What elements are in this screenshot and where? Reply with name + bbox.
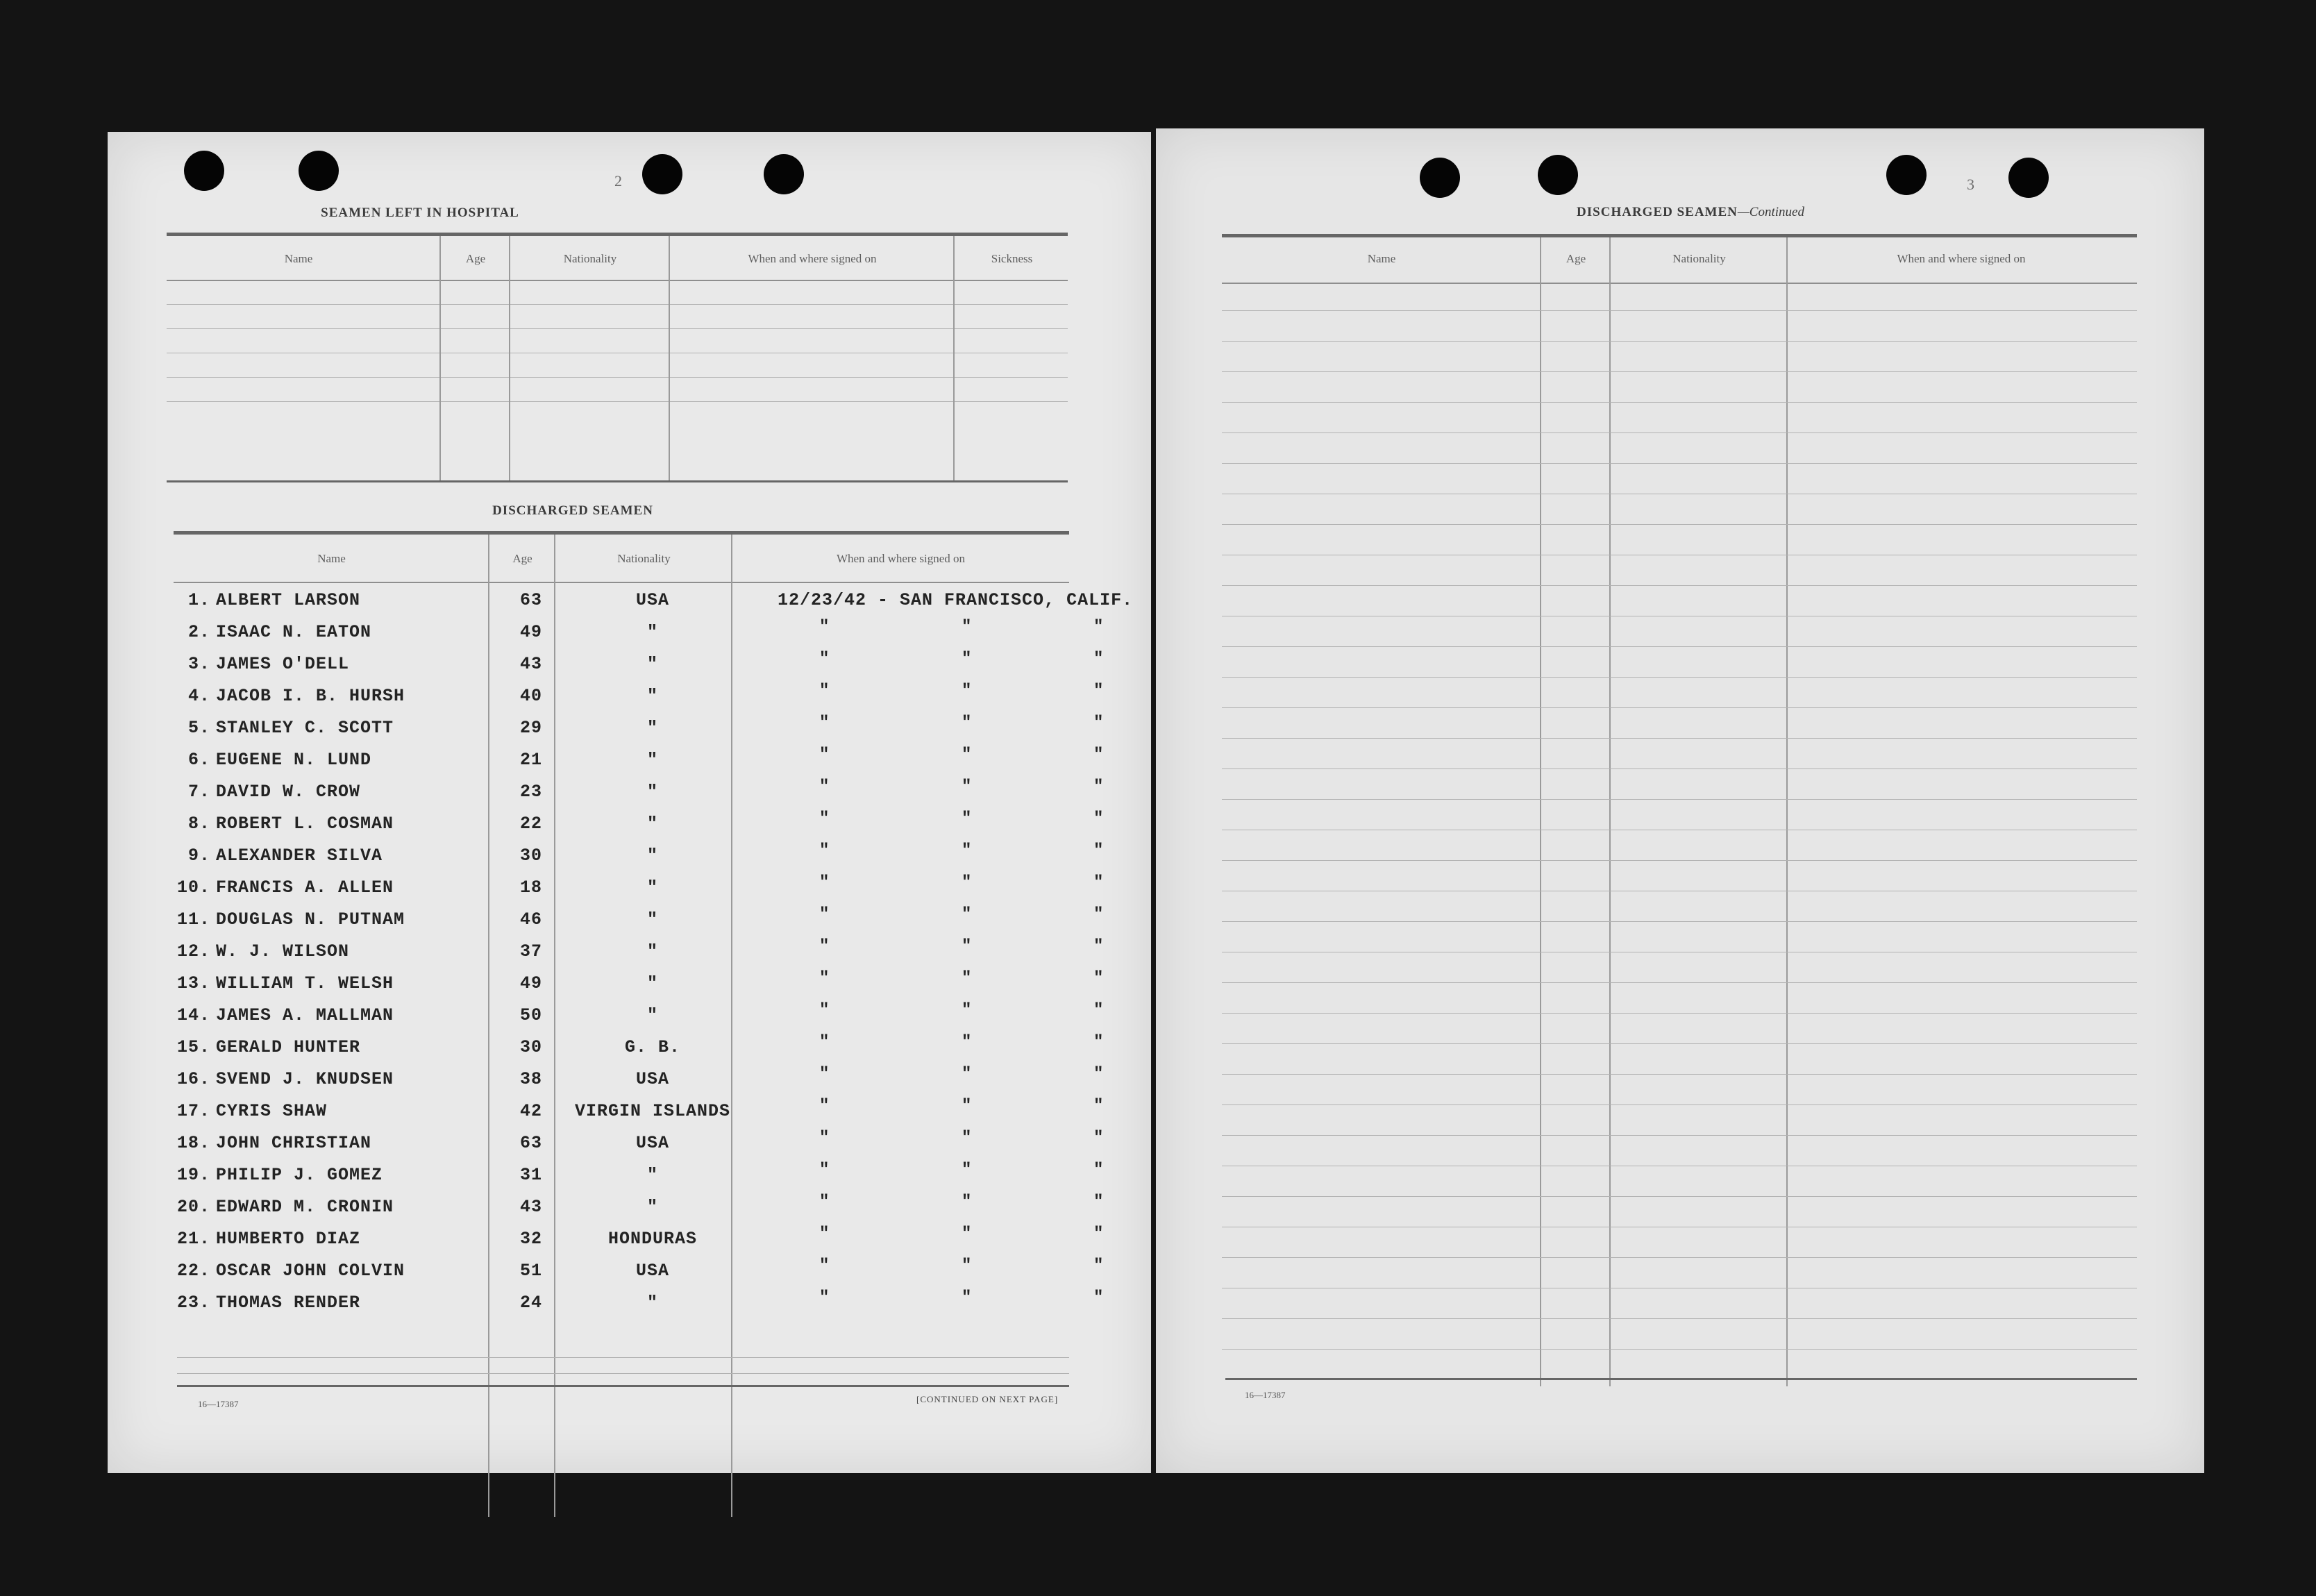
seaman-nationality: " bbox=[646, 686, 658, 706]
row-rule bbox=[1222, 1043, 2137, 1044]
seaman-nationality: G. B. bbox=[624, 1037, 680, 1057]
hospital-section-title: SEAMEN LEFT IN HOSPITAL bbox=[321, 205, 519, 220]
table-row bbox=[108, 618, 1151, 650]
row-rule bbox=[1222, 860, 2137, 861]
table-row bbox=[108, 778, 1151, 809]
punch-hole bbox=[764, 154, 804, 194]
seaman-nationality: " bbox=[646, 909, 658, 930]
ditto-mark: " bbox=[819, 969, 830, 988]
form-number: 16—17387 bbox=[1245, 1390, 1286, 1400]
seaman-age: 43 bbox=[519, 654, 542, 674]
col-nationality: Nationality bbox=[617, 552, 671, 565]
page-number: 3 bbox=[1967, 176, 1974, 193]
table-row bbox=[108, 873, 1151, 905]
row-rule bbox=[1222, 1013, 2137, 1014]
ditto-mark: " bbox=[1093, 1065, 1104, 1084]
ditto-mark: " bbox=[819, 650, 830, 669]
seaman-age: 50 bbox=[519, 1005, 542, 1025]
ditto-mark: " bbox=[1093, 650, 1104, 669]
ditto-mark: " bbox=[962, 650, 972, 669]
col-when-where: When and where signed on bbox=[748, 252, 877, 265]
seaman-nationality: USA bbox=[635, 1069, 669, 1089]
seaman-name: EDWARD M. CRONIN bbox=[216, 1197, 394, 1217]
seaman-name: STANLEY C. SCOTT bbox=[216, 718, 394, 738]
ditto-mark: " bbox=[819, 746, 830, 764]
row-number: 6. bbox=[187, 750, 210, 770]
seaman-nationality: " bbox=[646, 941, 658, 961]
seaman-name: ISAAC N. EATON bbox=[216, 622, 372, 642]
col-name: Name bbox=[284, 252, 313, 265]
ditto-mark: " bbox=[962, 1129, 972, 1148]
row-rule bbox=[177, 1373, 1069, 1374]
row-number: 21. bbox=[177, 1229, 211, 1249]
ditto-mark: " bbox=[819, 905, 830, 924]
col-name: Name bbox=[1367, 252, 1396, 265]
section-title-text: DISCHARGED SEAMEN bbox=[1577, 205, 1738, 219]
row-rule bbox=[1222, 799, 2137, 800]
ditto-mark: " bbox=[819, 841, 830, 860]
col-nationality: Nationality bbox=[563, 252, 617, 265]
table-row bbox=[108, 1193, 1151, 1225]
seaman-age: 18 bbox=[519, 877, 542, 898]
ditto-mark: " bbox=[819, 618, 830, 637]
seaman-age: 24 bbox=[519, 1293, 542, 1313]
seaman-name: ALBERT LARSON bbox=[216, 590, 361, 610]
table-row bbox=[108, 1001, 1151, 1033]
seaman-nationality: " bbox=[646, 1005, 658, 1025]
table-row bbox=[108, 1257, 1151, 1288]
table-row bbox=[108, 1065, 1151, 1097]
ditto-mark: " bbox=[962, 969, 972, 988]
ditto-mark: " bbox=[1093, 1225, 1104, 1243]
col-sickness: Sickness bbox=[991, 252, 1033, 265]
seaman-age: 42 bbox=[519, 1101, 542, 1121]
seaman-name: FRANCIS A. ALLEN bbox=[216, 877, 394, 898]
punch-hole bbox=[184, 151, 224, 191]
seaman-nationality: " bbox=[646, 814, 658, 834]
seaman-name: SVEND J. KNUDSEN bbox=[216, 1069, 394, 1089]
row-rule bbox=[1222, 402, 2137, 403]
ditto-mark: " bbox=[962, 682, 972, 700]
seaman-age: 23 bbox=[519, 782, 542, 802]
row-number: 10. bbox=[177, 877, 211, 898]
table-row bbox=[108, 1161, 1151, 1193]
rule bbox=[177, 1385, 1069, 1387]
table-row bbox=[108, 682, 1151, 714]
table-row bbox=[108, 809, 1151, 841]
ditto-mark: " bbox=[1093, 1193, 1104, 1211]
seaman-nationality: " bbox=[646, 846, 658, 866]
row-rule bbox=[1222, 921, 2137, 922]
row-number: 15. bbox=[177, 1037, 211, 1057]
row-rule bbox=[1222, 738, 2137, 739]
ditto-mark: " bbox=[1093, 682, 1104, 700]
ditto-mark: " bbox=[819, 778, 830, 796]
row-number: 4. bbox=[187, 686, 210, 706]
ditto-mark: " bbox=[962, 1065, 972, 1084]
ditto-mark: " bbox=[962, 873, 972, 892]
table-row bbox=[108, 937, 1151, 969]
ditto-mark: " bbox=[962, 1225, 972, 1243]
left-page bbox=[108, 132, 1151, 1473]
ditto-mark: " bbox=[1093, 714, 1104, 732]
col-age: Age bbox=[512, 552, 532, 565]
discharged-continued-title bbox=[1482, 205, 1899, 220]
seaman-age: 43 bbox=[519, 1197, 542, 1217]
continued-note: [CONTINUED ON NEXT PAGE] bbox=[916, 1394, 1059, 1404]
seaman-name: JOHN CHRISTIAN bbox=[216, 1133, 372, 1153]
table-row bbox=[108, 1129, 1151, 1161]
ditto-mark: " bbox=[1093, 1257, 1104, 1275]
seaman-nationality: " bbox=[646, 1293, 658, 1313]
row-number: 8. bbox=[187, 814, 210, 834]
table-row bbox=[108, 1033, 1151, 1065]
ditto-mark: " bbox=[1093, 1033, 1104, 1052]
ditto-mark: " bbox=[962, 937, 972, 956]
col-when-where: When and where signed on bbox=[836, 552, 966, 565]
seaman-nationality: " bbox=[646, 718, 658, 738]
row-number: 17. bbox=[177, 1101, 211, 1121]
ditto-mark: " bbox=[1093, 1097, 1104, 1116]
seaman-age: 40 bbox=[519, 686, 542, 706]
row-number: 9. bbox=[187, 846, 210, 866]
row-number: 12. bbox=[177, 941, 211, 961]
ditto-mark: " bbox=[1093, 778, 1104, 796]
ditto-mark: " bbox=[819, 1065, 830, 1084]
ditto-mark: " bbox=[1093, 1288, 1104, 1307]
seaman-age: 37 bbox=[519, 941, 542, 961]
rule bbox=[1225, 1378, 2137, 1380]
ditto-mark: " bbox=[1093, 1129, 1104, 1148]
seaman-nationality: " bbox=[646, 1165, 658, 1185]
punch-hole bbox=[2008, 158, 2049, 198]
row-rule bbox=[1222, 1257, 2137, 1258]
seaman-name: ALEXANDER SILVA bbox=[216, 846, 383, 866]
row-rule bbox=[1222, 768, 2137, 769]
ditto-mark: " bbox=[962, 1033, 972, 1052]
row-number: 22. bbox=[177, 1261, 211, 1281]
seaman-age: 46 bbox=[519, 909, 542, 930]
seaman-age: 30 bbox=[519, 1037, 542, 1057]
seaman-age: 22 bbox=[519, 814, 542, 834]
row-number: 23. bbox=[177, 1293, 211, 1313]
col-divider bbox=[509, 236, 510, 480]
ditto-mark: " bbox=[819, 1161, 830, 1179]
row-rule bbox=[1222, 1104, 2137, 1105]
row-rule bbox=[1222, 646, 2137, 647]
col-divider bbox=[1786, 237, 1788, 1386]
table-row bbox=[108, 650, 1151, 682]
table-row bbox=[108, 1288, 1151, 1320]
seaman-name: HUMBERTO DIAZ bbox=[216, 1229, 361, 1249]
ditto-mark: " bbox=[962, 714, 972, 732]
punch-hole bbox=[1886, 155, 1927, 195]
form-number: 16—17387 bbox=[198, 1399, 239, 1409]
ditto-mark: " bbox=[819, 809, 830, 828]
ditto-mark: " bbox=[819, 1193, 830, 1211]
ditto-mark: " bbox=[819, 1097, 830, 1116]
seaman-nationality: " bbox=[646, 877, 658, 898]
table-row bbox=[108, 1225, 1151, 1257]
ditto-mark: " bbox=[1093, 809, 1104, 828]
seaman-name: DOUGLAS N. PUTNAM bbox=[216, 909, 405, 930]
ditto-mark: " bbox=[819, 1288, 830, 1307]
row-rule bbox=[1222, 1135, 2137, 1136]
punch-hole bbox=[1420, 158, 1460, 198]
row-number: 14. bbox=[177, 1005, 211, 1025]
row-rule bbox=[1222, 1349, 2137, 1350]
seaman-age: 51 bbox=[519, 1261, 542, 1281]
ditto-mark: " bbox=[962, 778, 972, 796]
page-number: 2 bbox=[614, 172, 622, 190]
seaman-nationality: " bbox=[646, 654, 658, 674]
rule bbox=[1222, 283, 2137, 284]
ditto-mark: " bbox=[819, 937, 830, 956]
seaman-nationality: " bbox=[646, 622, 658, 642]
rule bbox=[167, 480, 1068, 482]
ditto-mark: " bbox=[962, 618, 972, 637]
seaman-age: 49 bbox=[519, 622, 542, 642]
seaman-name: JAMES A. MALLMAN bbox=[216, 1005, 394, 1025]
row-rule bbox=[1222, 585, 2137, 586]
ditto-mark: " bbox=[1093, 841, 1104, 860]
punch-hole bbox=[1538, 155, 1578, 195]
row-number: 3. bbox=[187, 654, 210, 674]
seaman-age: 38 bbox=[519, 1069, 542, 1089]
seaman-age: 30 bbox=[519, 846, 542, 866]
ditto-mark: " bbox=[1093, 1161, 1104, 1179]
seaman-nationality: USA bbox=[635, 590, 669, 610]
table-row bbox=[108, 746, 1151, 778]
col-divider bbox=[953, 236, 955, 480]
seaman-nationality: VIRGIN ISLANDS bbox=[574, 1101, 731, 1121]
ditto-mark: " bbox=[962, 1001, 972, 1020]
row-rule bbox=[1222, 707, 2137, 708]
row-rule bbox=[1222, 524, 2137, 525]
signed-on-when-where: 12/23/42 - SAN FRANCISCO, CALIF. bbox=[778, 590, 1134, 610]
ditto-mark: " bbox=[962, 809, 972, 828]
row-number: 11. bbox=[177, 909, 211, 930]
row-number: 16. bbox=[177, 1069, 211, 1089]
row-number: 19. bbox=[177, 1165, 211, 1185]
seaman-name: CYRIS SHAW bbox=[216, 1101, 328, 1121]
rule bbox=[167, 280, 1068, 281]
seaman-name: ROBERT L. COSMAN bbox=[216, 814, 394, 834]
row-rule bbox=[1222, 677, 2137, 678]
seaman-name: THOMAS RENDER bbox=[216, 1293, 361, 1313]
row-rule bbox=[167, 328, 1068, 329]
row-rule bbox=[167, 377, 1068, 378]
rule bbox=[1222, 234, 2137, 237]
col-when-where: When and where signed on bbox=[1897, 252, 2026, 265]
seaman-name: GERALD HUNTER bbox=[216, 1037, 361, 1057]
ditto-mark: " bbox=[962, 1161, 972, 1179]
seaman-age: 21 bbox=[519, 750, 542, 770]
ditto-mark: " bbox=[819, 1257, 830, 1275]
row-number: 20. bbox=[177, 1197, 211, 1217]
seaman-name: W. J. WILSON bbox=[216, 941, 350, 961]
seaman-nationality: " bbox=[646, 1197, 658, 1217]
col-divider bbox=[669, 236, 670, 480]
seaman-name: DAVID W. CROW bbox=[216, 782, 361, 802]
row-rule bbox=[1222, 982, 2137, 983]
row-rule bbox=[1222, 1074, 2137, 1075]
seaman-nationality: HONDURAS bbox=[607, 1229, 698, 1249]
seaman-age: 29 bbox=[519, 718, 542, 738]
ditto-mark: " bbox=[1093, 905, 1104, 924]
table-row bbox=[108, 841, 1151, 873]
seaman-nationality: " bbox=[646, 973, 658, 993]
seaman-nationality: USA bbox=[635, 1261, 669, 1281]
col-nationality: Nationality bbox=[1672, 252, 1726, 265]
row-number: 13. bbox=[177, 973, 211, 993]
ditto-mark: " bbox=[962, 1257, 972, 1275]
seaman-name: PHILIP J. GOMEZ bbox=[216, 1165, 383, 1185]
section-title-suffix: —Continued bbox=[1737, 205, 1804, 219]
rule bbox=[167, 233, 1068, 236]
ditto-mark: " bbox=[819, 1129, 830, 1148]
ditto-mark: " bbox=[962, 1193, 972, 1211]
row-rule bbox=[1222, 432, 2137, 433]
row-rule bbox=[1222, 1318, 2137, 1319]
seaman-name: WILLIAM T. WELSH bbox=[216, 973, 394, 993]
seaman-age: 63 bbox=[519, 1133, 542, 1153]
ditto-mark: " bbox=[819, 714, 830, 732]
ditto-mark: " bbox=[1093, 873, 1104, 892]
ditto-mark: " bbox=[819, 1033, 830, 1052]
ditto-mark: " bbox=[819, 873, 830, 892]
row-number: 18. bbox=[177, 1133, 211, 1153]
ditto-mark: " bbox=[962, 1288, 972, 1307]
seaman-name: JAMES O'DELL bbox=[216, 654, 350, 674]
seaman-age: 31 bbox=[519, 1165, 542, 1185]
seaman-age: 63 bbox=[519, 590, 542, 610]
row-number: 7. bbox=[187, 782, 210, 802]
ditto-mark: " bbox=[962, 841, 972, 860]
rule bbox=[174, 582, 1069, 583]
ditto-mark: " bbox=[819, 1001, 830, 1020]
table-row bbox=[108, 905, 1151, 937]
ditto-mark: " bbox=[962, 1097, 972, 1116]
col-age: Age bbox=[465, 252, 486, 265]
row-number: 5. bbox=[187, 718, 210, 738]
ditto-mark: " bbox=[1093, 618, 1104, 637]
row-rule bbox=[167, 304, 1068, 305]
table-row bbox=[108, 714, 1151, 746]
table-row bbox=[108, 969, 1151, 1001]
ditto-mark: " bbox=[1093, 1001, 1104, 1020]
row-rule bbox=[1222, 463, 2137, 464]
punch-hole bbox=[299, 151, 339, 191]
rule bbox=[174, 531, 1069, 535]
ditto-mark: " bbox=[819, 1225, 830, 1243]
table-row bbox=[108, 590, 1151, 618]
row-number: 1. bbox=[187, 590, 210, 610]
seaman-name: EUGENE N. LUND bbox=[216, 750, 372, 770]
table-row bbox=[108, 1097, 1151, 1129]
seaman-nationality: " bbox=[646, 782, 658, 802]
row-rule bbox=[1222, 341, 2137, 342]
seaman-name: JACOB I. B. HURSH bbox=[216, 686, 405, 706]
ditto-mark: " bbox=[1093, 969, 1104, 988]
seaman-nationality: USA bbox=[635, 1133, 669, 1153]
col-divider bbox=[439, 236, 441, 480]
ditto-mark: " bbox=[1093, 937, 1104, 956]
col-divider bbox=[1540, 237, 1541, 1386]
col-divider bbox=[1609, 237, 1611, 1386]
row-rule bbox=[177, 1357, 1069, 1358]
discharged-section-title: DISCHARGED SEAMEN bbox=[492, 503, 653, 518]
ditto-mark: " bbox=[819, 682, 830, 700]
row-rule bbox=[1222, 1196, 2137, 1197]
row-rule bbox=[167, 401, 1068, 402]
ditto-mark: " bbox=[1093, 746, 1104, 764]
row-rule bbox=[1222, 310, 2137, 311]
seaman-nationality: " bbox=[646, 750, 658, 770]
punch-hole bbox=[642, 154, 682, 194]
row-number: 2. bbox=[187, 622, 210, 642]
seaman-age: 32 bbox=[519, 1229, 542, 1249]
col-age: Age bbox=[1566, 252, 1586, 265]
right-page bbox=[1156, 128, 2204, 1473]
row-rule bbox=[1222, 371, 2137, 372]
col-name: Name bbox=[317, 552, 346, 565]
ditto-mark: " bbox=[962, 746, 972, 764]
seaman-age: 49 bbox=[519, 973, 542, 993]
seaman-name: OSCAR JOHN COLVIN bbox=[216, 1261, 405, 1281]
ditto-mark: " bbox=[962, 905, 972, 924]
